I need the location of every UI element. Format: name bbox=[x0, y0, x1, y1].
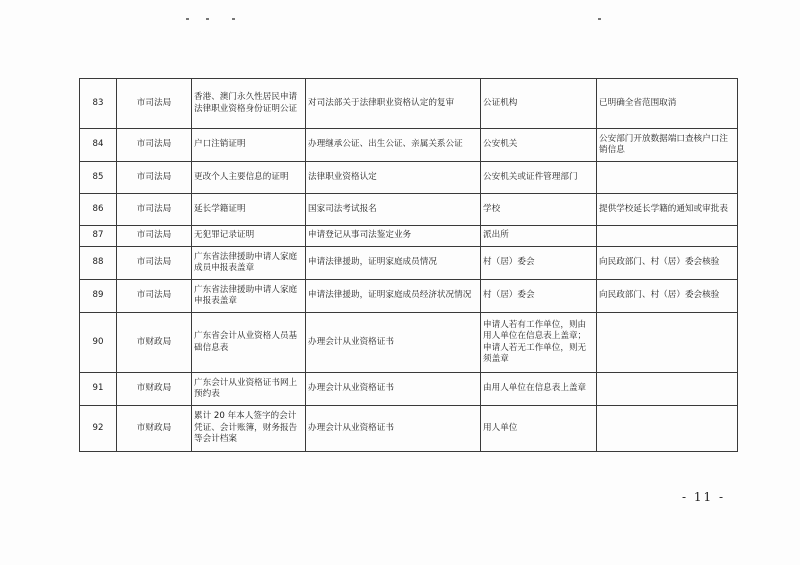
department-cell: 市司法局 bbox=[117, 162, 192, 194]
department-cell: 市司法局 bbox=[117, 79, 192, 129]
issuing-org-cell: 用人单位 bbox=[481, 406, 597, 452]
department-cell: 市司法局 bbox=[117, 280, 192, 313]
certificate-item-cell: 累计 20 年本人签字的会计凭证、会计账簿，财务报告等会计档案 bbox=[192, 406, 306, 452]
issuing-org-cell: 派出所 bbox=[481, 226, 597, 247]
matter-cell: 办理会计从业资格证书 bbox=[306, 313, 481, 373]
row-number: 87 bbox=[80, 226, 117, 247]
matter-cell: 对司法部关于法律职业资格认定的复审 bbox=[306, 79, 481, 129]
page-number: - 11 - bbox=[682, 490, 726, 504]
table-row bbox=[80, 129, 738, 162]
alternative-method-cell bbox=[597, 162, 738, 194]
certificate-item-cell: 广东省法律援助申请人家庭申报表盖章 bbox=[192, 280, 306, 313]
table-row bbox=[80, 162, 738, 194]
department-cell: 市司法局 bbox=[117, 194, 192, 226]
department-cell: 市司法局 bbox=[117, 247, 192, 280]
row-number: 88 bbox=[80, 247, 117, 280]
row-number: 89 bbox=[80, 280, 117, 313]
alternative-method-cell bbox=[597, 373, 738, 406]
department-cell: 市财政局 bbox=[117, 406, 192, 452]
certificate-item-cell: 更改个人主要信息的证明 bbox=[192, 162, 306, 194]
row-number: 91 bbox=[80, 373, 117, 406]
issuing-org-cell: 公证机构 bbox=[481, 79, 597, 129]
row-number: 85 bbox=[80, 162, 117, 194]
certificate-item-cell: 广东省会计从业资格人员基础信息表 bbox=[192, 313, 306, 373]
row-number: 84 bbox=[80, 129, 117, 162]
certificate-item-cell: 无犯罪记录证明 bbox=[192, 226, 306, 247]
matter-cell: 办理会计从业资格证书 bbox=[306, 373, 481, 406]
alternative-method-cell bbox=[597, 226, 738, 247]
alternative-method-cell: 向民政部门、村（居）委会核验 bbox=[597, 247, 738, 280]
department-cell: 市司法局 bbox=[117, 129, 192, 162]
alternative-method-cell: 公安部门开放数据端口查核户口注销信息 bbox=[597, 129, 738, 162]
certificate-table bbox=[79, 78, 738, 452]
issuing-org-cell: 申请人若有工作单位，则由用人单位在信息表上盖章；申请人若无工作单位，则无须盖章 bbox=[481, 313, 597, 373]
scan-mark bbox=[186, 18, 189, 20]
department-cell: 市财政局 bbox=[117, 313, 192, 373]
table-row bbox=[80, 280, 738, 313]
matter-cell: 申请登记从事司法鉴定业务 bbox=[306, 226, 481, 247]
matter-cell: 办理继承公证、出生公证、亲属关系公证 bbox=[306, 129, 481, 162]
matter-cell: 办理会计从业资格证书 bbox=[306, 406, 481, 452]
row-number: 90 bbox=[80, 313, 117, 373]
certificate-item-cell: 广东会计从业资格证书网上预约表 bbox=[192, 373, 306, 406]
certificate-item-cell: 户口注销证明 bbox=[192, 129, 306, 162]
scan-mark bbox=[598, 18, 601, 20]
table-row bbox=[80, 373, 738, 406]
matter-cell: 法律职业资格认定 bbox=[306, 162, 481, 194]
table-row bbox=[80, 194, 738, 226]
alternative-method-cell bbox=[597, 406, 738, 452]
certificate-item-cell: 延长学籍证明 bbox=[192, 194, 306, 226]
table-row bbox=[80, 79, 738, 129]
issuing-org-cell: 村（居）委会 bbox=[481, 247, 597, 280]
row-number: 83 bbox=[80, 79, 117, 129]
alternative-method-cell: 提供学校延长学籍的通知或审批表 bbox=[597, 194, 738, 226]
matter-cell: 国家司法考试报名 bbox=[306, 194, 481, 226]
scan-mark bbox=[232, 18, 235, 20]
alternative-method-cell bbox=[597, 313, 738, 373]
table-row bbox=[80, 406, 738, 452]
issuing-org-cell: 公安机关或证件管理部门 bbox=[481, 162, 597, 194]
issuing-org-cell: 村（居）委会 bbox=[481, 280, 597, 313]
table-body bbox=[80, 79, 738, 452]
row-number: 86 bbox=[80, 194, 117, 226]
alternative-method-cell: 已明确全省范围取消 bbox=[597, 79, 738, 129]
row-number: 92 bbox=[80, 406, 117, 452]
scan-mark bbox=[206, 18, 209, 20]
table-row bbox=[80, 247, 738, 280]
table-row bbox=[80, 313, 738, 373]
issuing-org-cell: 学校 bbox=[481, 194, 597, 226]
department-cell: 市司法局 bbox=[117, 226, 192, 247]
certificate-item-cell: 广东省法律援助申请人家庭成员申报表盖章 bbox=[192, 247, 306, 280]
issuing-org-cell: 公安机关 bbox=[481, 129, 597, 162]
alternative-method-cell: 向民政部门、村（居）委会核验 bbox=[597, 280, 738, 313]
issuing-org-cell: 由用人单位在信息表上盖章 bbox=[481, 373, 597, 406]
certificate-item-cell: 香港、澳门永久性居民申请法律职业资格身份证明公证 bbox=[192, 79, 306, 129]
department-cell: 市财政局 bbox=[117, 373, 192, 406]
table-row bbox=[80, 226, 738, 247]
matter-cell: 申请法律援助，证明家庭成员经济状况情况 bbox=[306, 280, 481, 313]
matter-cell: 申请法律援助，证明家庭成员情况 bbox=[306, 247, 481, 280]
